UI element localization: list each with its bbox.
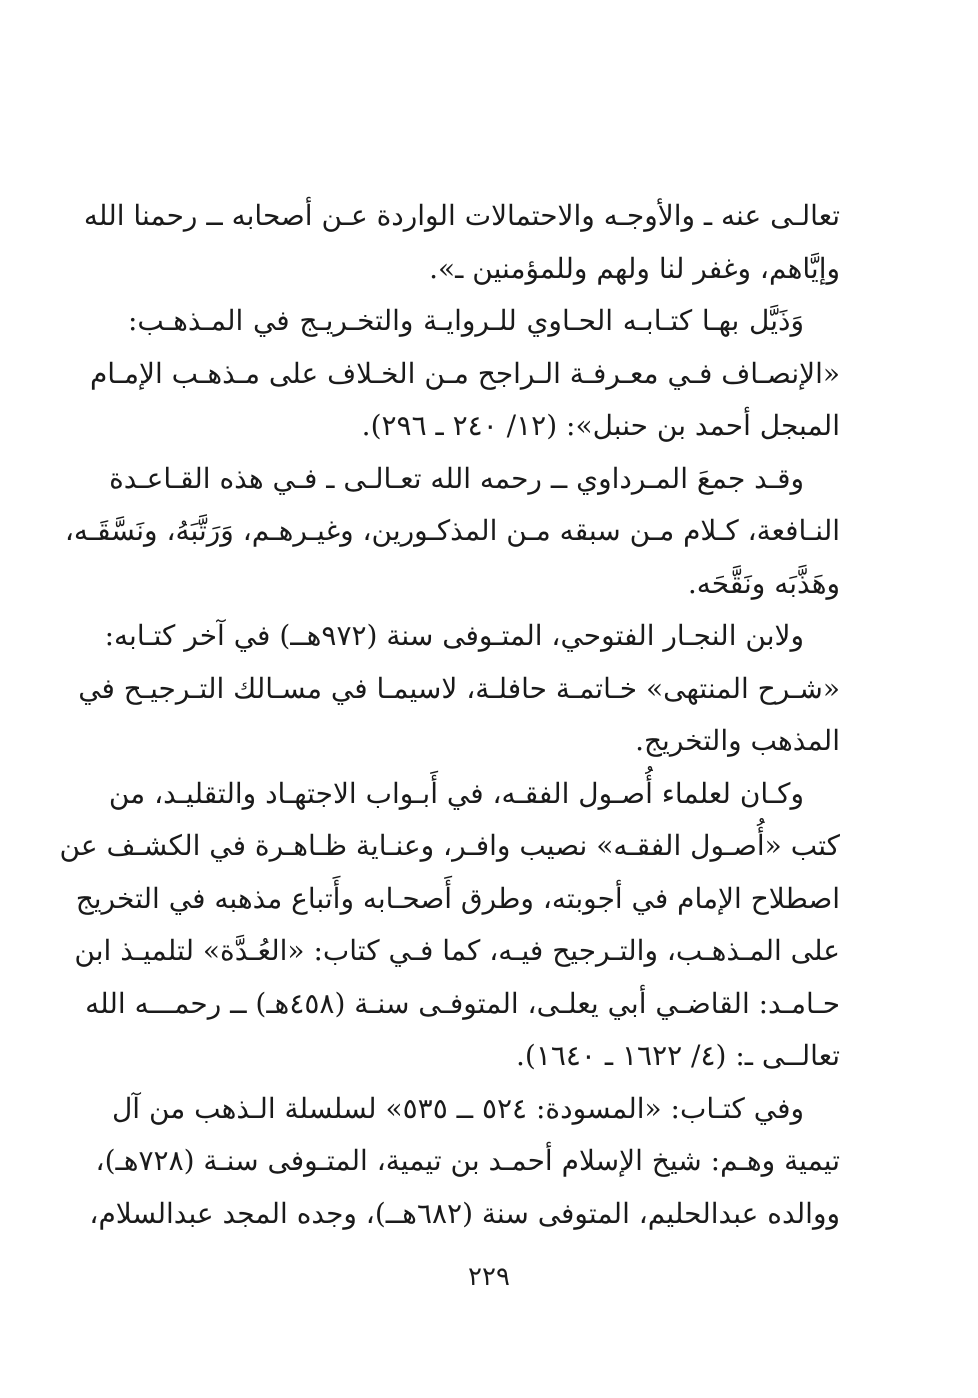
text-line: المبجل أحمد بن حنبل»: (١٢/ ٢٤٠ ـ ٢٩٦).	[361, 409, 840, 442]
text-line: وهَذَّبَه ونَقَّحَه.	[687, 566, 840, 600]
text-line: اصطلاح الإمام في أجوبته، وطرق أَصحـابه وأَتباع مذهبه في التخريج	[75, 881, 840, 915]
text-line: «الإنصـاف فـي معـرفـة الـراجح مـن الخـلاف على مـذهـب الإمـام	[89, 356, 840, 390]
text-line: «شـرح المنتهى» خـاتمـة حافلـة، لاسيمـا في مسـالك التـرجيـح في	[78, 671, 840, 705]
text-line: وكـان لعلماء أُصـول الفقـه، في أَبـواب الاجتهـاد والتقليـد، من	[108, 776, 804, 810]
text-line: ووالده عبدالحليم، المتوفى سنة (٦٨٢هــ)، وجده المجد عبدالسلام،	[89, 1196, 840, 1230]
body-text	[59, 190, 840, 1240]
text-line: على المـذهـب، والتـرجيح فيـه، كما فـي كتاب: «العُـدَّة» لتلميـذ ابن	[74, 934, 840, 967]
text-line: تعالــى ـ: (٤/ ١٦٢٢ ـ ١٦٤٠).	[515, 1039, 840, 1072]
text-line: ولابن النجـار الفتوحي، المتـوفى سنة (٩٧٢هــ) في آخر كتـابه:	[104, 619, 804, 652]
text-line: وَذَيَّل بهـا كتـابـه الحـاوي للـروايـة والتخـريـج في المـذهـب:	[128, 304, 804, 337]
text-line: النـافعة، كـلام مـن سبقه مـن المذكـورين، وغيـرهـم، وَرَتَّبَهُ، ونَسَّقَـه،	[64, 514, 840, 547]
text-line: كتب «أُصـول الفقـه» نصيب وافـر، وعنـاية ظـاهـرة في الكشـف عن	[59, 829, 840, 862]
page-number: ٢٢٩	[468, 1262, 510, 1292]
text-line: تيمية وهـم: شيخ الإسلام أحمـد بن تيمية، المتـوفى سنـة (٧٢٨هـ)،	[95, 1144, 840, 1177]
text-line: وفي كتـاب: «المسودة: ٥٢٤ ــ ٥٣٥» لسلسلة الـذهب من آل	[111, 1091, 804, 1125]
text-line: المذهب والتخريج.	[635, 724, 840, 757]
text-line: تعالـى عنه ـ والأوجـه والاحتمالات الواردة عـن أصحابه ــ رحمنا الله	[83, 199, 840, 232]
text-line: وإيَّاهم، وغفر لنا ولهم وللمؤمنين ـ».	[429, 251, 840, 285]
text-line: حـامـد: القاضـي أبي يعلـى، المتوفـى سنـة (٤٥٨هـ) ــ رحمـــه الله	[85, 986, 840, 1020]
text-line: وقـد جمعَ المـرداوي ــ رحمه الله تعـالـى ـ فـي هذه القـاعـدة	[109, 461, 804, 495]
